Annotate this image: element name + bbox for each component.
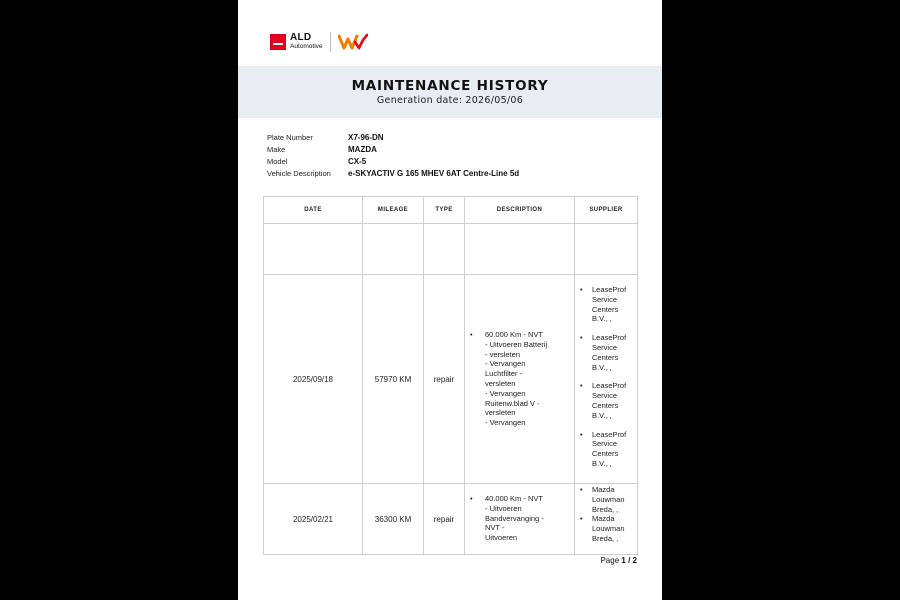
column-header-type: TYPE: [424, 197, 465, 224]
supplier-name: • LeaseProf Service Centers B.V., ,: [592, 429, 627, 468]
ald-logo-sub: Automotive: [290, 43, 323, 51]
model-label: Model: [267, 156, 288, 166]
empty-cell: [363, 224, 424, 275]
table-row-empty: [264, 224, 638, 275]
info-row-description: [267, 167, 519, 179]
supplier-name: Mazda Louwman Breda, ,: [592, 485, 625, 514]
partner-w-logo-icon: [338, 33, 368, 51]
info-row-model: [267, 155, 519, 167]
ald-logo-icon: [270, 34, 286, 50]
vehicle-description-value: e-SKYACTIV G 165 MHEV 6AT Centre-Line 5d: [348, 168, 520, 178]
table-header-row: [264, 197, 638, 224]
date-cell: 2025/02/21: [264, 484, 363, 555]
header-logos: [270, 32, 368, 52]
plate-value: X7-96-DN: [348, 132, 384, 142]
model-value: CX-5: [348, 156, 367, 166]
type-cell: repair: [424, 275, 465, 484]
description-item: [466, 494, 573, 543]
generation-date-value: 2026/05/06: [465, 95, 524, 106]
description-text: 60.000 Km - NVT - Uitvoeren Batterij - versleten - Vervangen Luchtfilter - versleten - Vervangen Ruitenw.blad V - versleten - Vervangen: [485, 330, 548, 428]
description-text: 40.000 Km - NVT - Uitvoeren Bandvervanging - NVT - Uitvoeren: [485, 494, 544, 543]
vehicle-info: [267, 131, 519, 179]
description-cell: [465, 275, 575, 484]
supplier-name: • LeaseProf Service Centers B.V., ,: [592, 333, 627, 372]
supplier-name: • LeaseProf Service Centers B.V., ,: [592, 285, 627, 324]
supplier-item: [576, 430, 636, 469]
date-cell: 2025/09/18: [264, 275, 363, 484]
make-value: MAZDA: [348, 144, 377, 154]
supplier-item: [576, 381, 636, 420]
empty-cell: [575, 224, 638, 275]
title-band: [238, 66, 662, 118]
generation-date-label: Generation date:: [376, 95, 463, 106]
table-row: [264, 275, 638, 484]
table-row: [264, 484, 638, 555]
info-row-make: [267, 143, 519, 155]
generation-date: [238, 95, 662, 106]
supplier-cell: [575, 484, 638, 555]
ald-logo-name: ALD: [290, 32, 312, 44]
column-header-mileage: MILEAGE: [363, 197, 424, 224]
mileage-cell: 57970 KM: [363, 275, 424, 484]
empty-cell: [465, 224, 575, 275]
plate-label: Plate Number: [267, 132, 313, 142]
mileage-cell: 36300 KM: [363, 484, 424, 555]
supplier-item: [576, 485, 636, 514]
page-title: MAINTENANCE HISTORY: [351, 78, 549, 94]
column-header-supplier: SUPPLIER: [575, 197, 638, 224]
page-number: [600, 556, 637, 565]
vehicle-description-label: Vehicle Description: [267, 168, 331, 178]
ald-logo-text: [290, 33, 323, 51]
page-separator: /: [628, 556, 631, 565]
info-row-plate: [267, 131, 519, 143]
page-label: Page: [600, 556, 620, 565]
supplier-item: [576, 285, 636, 324]
empty-cell: [424, 224, 465, 275]
supplier-cell: [575, 275, 638, 484]
maintenance-table: [263, 196, 638, 555]
description-item: [466, 330, 573, 428]
type-cell: repair: [424, 484, 465, 555]
supplier-item: [576, 514, 636, 543]
page-current: 1: [621, 556, 626, 565]
column-header-date: DATE: [264, 197, 363, 224]
document-page: [238, 0, 662, 600]
description-cell: [465, 484, 575, 555]
supplier-name: • LeaseProf Service Centers B.V., ,: [592, 381, 627, 420]
make-label: Make: [267, 144, 286, 154]
column-header-description: DESCRIPTION: [465, 197, 575, 224]
empty-cell: [264, 224, 363, 275]
page-total: 2: [632, 556, 637, 565]
logo-divider: [330, 32, 331, 52]
supplier-item: [576, 333, 636, 372]
supplier-name: Mazda Louwman Breda, ,: [592, 514, 625, 543]
